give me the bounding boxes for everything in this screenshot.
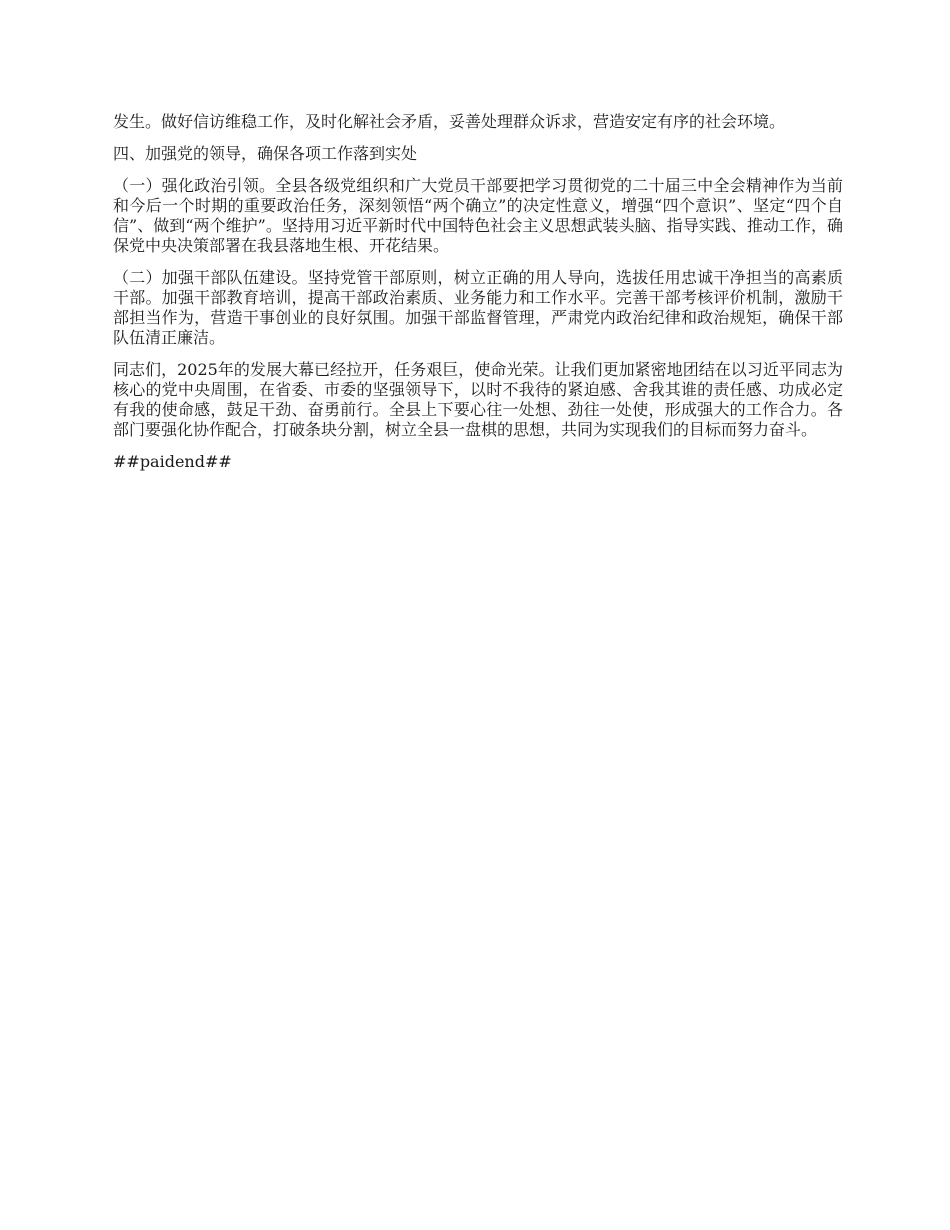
paragraph-cadre-building: （二）加强干部队伍建设。坚持党管干部原则，树立正确的用人导向，选拔任用忠诚干净担当的高素质干部。加强干部教育培训，提高干部政治素质、业务能力和工作水平。完善干部考核评价机制，激励干部担当作为，营造干事创业的良好氛围。加强干部监督管理，严肃党内政治纪律和政治规矩，确保干部队伍清正廉洁。 bbox=[113, 268, 843, 347]
document-page bbox=[113, 112, 843, 472]
section-heading-four: 四、加强党的领导，确保各项工作落到实处 bbox=[113, 144, 418, 163]
paragraph-closing: 同志们，2025年的发展大幕已经拉开，任务艰巨，使命光荣。让我们更加紧密地团结在以习近平同志为核心的党中央周围，在省委、市委的坚强领导下，以时不我待的紧迫感、舍我其谁的责任感、功成必定有我的使命感，鼓足干劲、奋勇前行。全县上下要心往一处想、劲往一处使，形成强大的工作合力。各部门要强化协作配合，打破条块分割，树立全县一盘棋的思想，共同为实现我们的目标而努力奋斗。 bbox=[113, 360, 843, 439]
paragraph-political-guidance: （一）强化政治引领。全县各级党组织和广大党员干部要把学习贯彻党的二十届三中全会精神作为当前和今后一个时期的重要政治任务，深刻领悟“两个确立”的决定性意义，增强“四个意识”、坚定“四个自信”、做到“两个维护”。坚持用习近平新时代中国特色社会主义思想武装头脑、指导实践、推动工作，确保党中央决策部署在我县落地生根、开花结果。 bbox=[113, 176, 843, 255]
end-marker: ##paidend## bbox=[113, 452, 232, 471]
paragraph-continuation: 发生。做好信访维稳工作，及时化解社会矛盾，妥善处理群众诉求，营造安定有序的社会环境。 bbox=[113, 112, 786, 131]
